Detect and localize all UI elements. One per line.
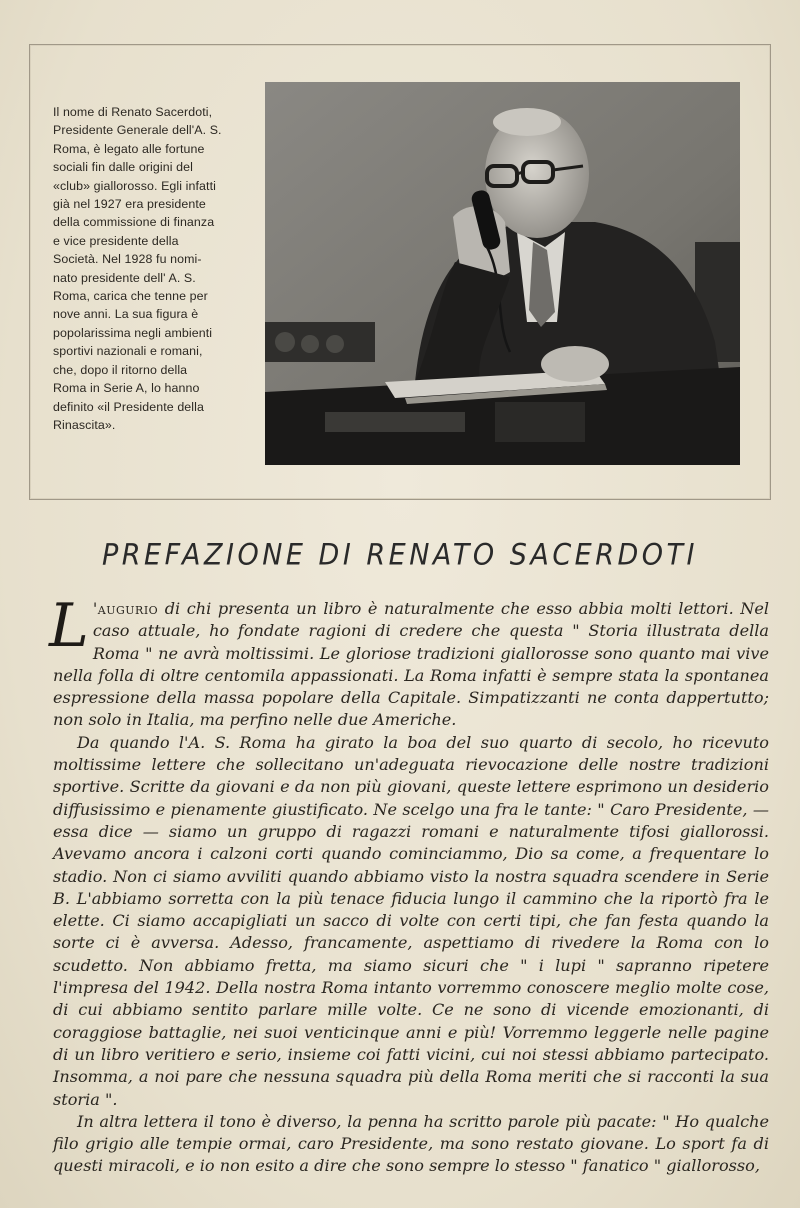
paragraph-2: Da quando l'A. S. Roma ha girato la boa del suo quarto di secolo, ho ricevuto moltissime lettere che sollecitano un'adeguata rievocazione delle nostre tradizioni sportive. Scritte da giovani e da non più giovani, queste lettere esprimono un desiderio diffusissimo e pienamente giustificato. Ne scelgo una fra le tante: " Caro Presidente, — essa dice — siamo un gruppo di ragazzi romani e naturalmente tifosi giallorossi. Avevamo ancora i calzoni corti quando cominciammo, Dio sa come, a frequentare lo stadio. Non ci siamo avviliti quando abbiamo visto la nostra squadra scendere in Serie B. L'abbiamo sorretta con la più tenace fiducia lungo il cammino che la riportò fra le elette. Ci siamo accapigliati un sacco di volte con certi tipi, che fan festa quando la sorte ci è avversa. Adesso, francamente, aspettiamo di rivedere la Roma con lo scudetto. Non abbiamo fretta, ma siamo sicuri che " i lupi " sapranno ripetere l'impresa del 1942. Della nostra Roma intanto vorremmo conoscere meglio molte cose, di cui abbiamo sentito parlare mille volte. Ce ne sono di vicende emozionanti, di coraggiose battaglie, nei suoi venticinque anni e più! Vorremmo leggerle nelle pagine di un libro veritiero e serio, insieme coi fatti vicini, cui noi stessi abbiamo partecipato. Insomma, a noi pare che nessuna squadra più della Roma meriti che si racconti la sua storia ".: [53, 732, 769, 1109]
paragraph-1-text: di chi presenta un libro è naturalmente che esso abbia molti lettori. Nel caso attuale, ho fondate ragioni di credere che questa " Storia illustrata della Roma " ne avrà moltissimi. Le gloriose tradizioni giallorosse sono quanto mai vive nella folla di oltre centomila appassionati. La Roma infatti è sempre stata la spontanea espressione della massa popolare della Capitale. Simpatizzanti ne conta dappertutto; non solo in Italia, ma perfino nelle due Americhe.: [53, 599, 769, 730]
body-text: [49, 591, 769, 1178]
first-word: 'augurio: [92, 599, 159, 618]
portrait-photo: [265, 82, 740, 465]
paragraph-1: [49, 591, 769, 732]
photo-caption: Il nome di Renato Sacerdoti, Presidente Generale dell'A. S. Roma, è legato alle fortune sociali fin dalle origini del «club» giallorosso. Egli infatti già nel 1927 era presidente della commissione di finanza e vice presidente della Società. Nel 1928 fu nomi- nato presidente dell' A. S. Roma, carica che tenne per nove anni. La sua figura è popolarissima negli ambienti sportivi nazionali e romani, che, dopo il ritorno della Roma in Serie A, lo hanno definito «il Presidente della Rinascita».: [53, 105, 222, 432]
drop-cap: L: [49, 591, 89, 661]
paragraph-3: In altra lettera il tono è diverso, la penna ha scritto parole più pacate: " Ho qualche filo grigio alle tempie ormai, caro Presidente, ma sono restato giovane. Lo sport fa di questi miracoli, e io non esito a dire che sono sempre lo stesso " fanatico " giallorosso,: [53, 1111, 769, 1176]
page-title: PREFAZIONE DI RENATO SACERDOTI: [101, 538, 699, 573]
